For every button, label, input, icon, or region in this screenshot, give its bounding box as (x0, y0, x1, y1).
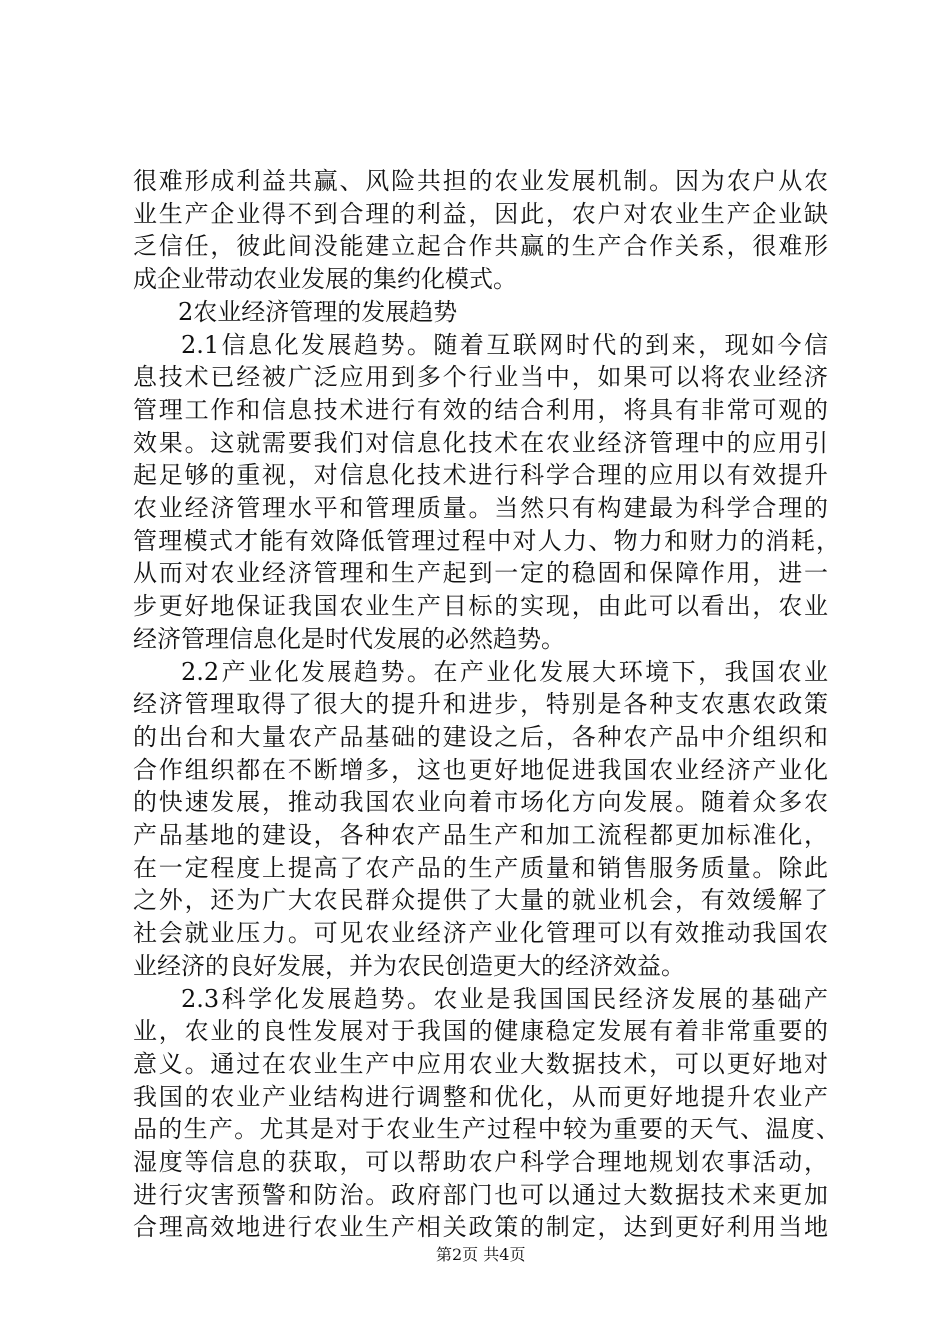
text-line: 成企业带动农业发展的集约化模式。 (133, 265, 517, 294)
heading-line: 2农业经济管理的发展趋势 (178, 297, 458, 326)
text-line: 品的生产。尤其是对于农业生产过程中较为重要的天气、温度、 (133, 1115, 840, 1144)
text-line: 经济管理取得了很大的提升和进步，特别是各种支农惠农政策 (133, 690, 828, 719)
text-line: 在一定程度上提高了农产品的生产质量和销售服务质量。除此 (133, 853, 828, 882)
text-line: 之外，还为广大农民群众提供了大量的就业机会，有效缓解了 (133, 886, 828, 915)
text-line: 从而对农业经济管理和生产起到一定的稳固和保障作用，进一 (133, 559, 828, 588)
text-line: 意义。通过在农业生产中应用农业大数据技术，可以更好地对 (133, 1049, 828, 1078)
text-line: 经济管理信息化是时代发展的必然趋势。 (133, 624, 565, 653)
text-line: 管理工作和信息技术进行有效的结合利用，将具有非常可观的 (133, 395, 828, 424)
text-line: 乏信任，彼此间没能建立起合作共赢的生产合作关系，很难形 (133, 232, 828, 261)
text-line: 我国的农业产业结构进行调整和优化，从而更好地提升农业产 (133, 1082, 828, 1111)
text-line: 很难形成利益共赢、风险共担的农业发展机制。因为农户从农 (133, 167, 828, 195)
text-line: 息技术已经被广泛应用到多个行业当中，如果可以将农业经济 (133, 363, 828, 392)
text-line: 步更好地保证我国农业生产目标的实现，由此可以看出，农业 (133, 592, 828, 621)
text-line: 业，农业的良性发展对于我国的健康稳定发展有着非常重要的 (133, 1017, 828, 1046)
text-line: 社会就业压力。可见农业经济产业化管理可以有效推动我国农 (133, 919, 828, 948)
text-line: 农业经济管理水平和管理质量。当然只有构建最为科学合理的 (133, 494, 828, 522)
text-line: 湿度等信息的获取，可以帮助农户科学合理地规划农事活动， (133, 1148, 828, 1176)
text-line: 起足够的重视，对信息化技术进行科学合理的应用以有效提升 (133, 461, 828, 490)
text-line: 进行灾害预警和防治。政府部门也可以通过大数据技术来更加 (133, 1180, 828, 1209)
text-line: 2.2产业化发展趋势。在产业化发展大环境下，我国农业 (181, 657, 828, 686)
text-line: 的出台和大量农产品基础的建设之后，各种农产品中介组织和 (133, 722, 828, 751)
text-line: 业生产企业得不到合理的利益，因此，农户对农业生产企业缺 (133, 199, 828, 228)
text-line: 合作组织都在不断增多，这也更好地促进我国农业经济产业化 (133, 755, 828, 784)
text-line: 的快速发展，推动我国农业向着市场化方向发展。随着众多农 (133, 788, 828, 817)
page-footer: 第2页 共4页 (436, 1245, 526, 1264)
text-line: 合理高效地进行农业生产相关政策的制定，达到更好利用当地 (133, 1213, 828, 1242)
text-line: 管理模式才能有效降低管理过程中对人力、物力和财力的消耗， (133, 526, 840, 555)
text-line: 效果。这就需要我们对信息化技术在农业经济管理中的应用引 (133, 428, 828, 457)
text-line: 产品基地的建设，各种农产品生产和加工流程都更加标准化， (133, 821, 828, 849)
text-line: 2.1信息化发展趋势。随着互联网时代的到来，现如今信 (181, 330, 828, 359)
text-line: 2.3科学化发展趋势。农业是我国国民经济发展的基础产 (181, 984, 828, 1013)
text-line: 业经济的良好发展，并为农民创造更大的经济效益。 (133, 951, 685, 980)
